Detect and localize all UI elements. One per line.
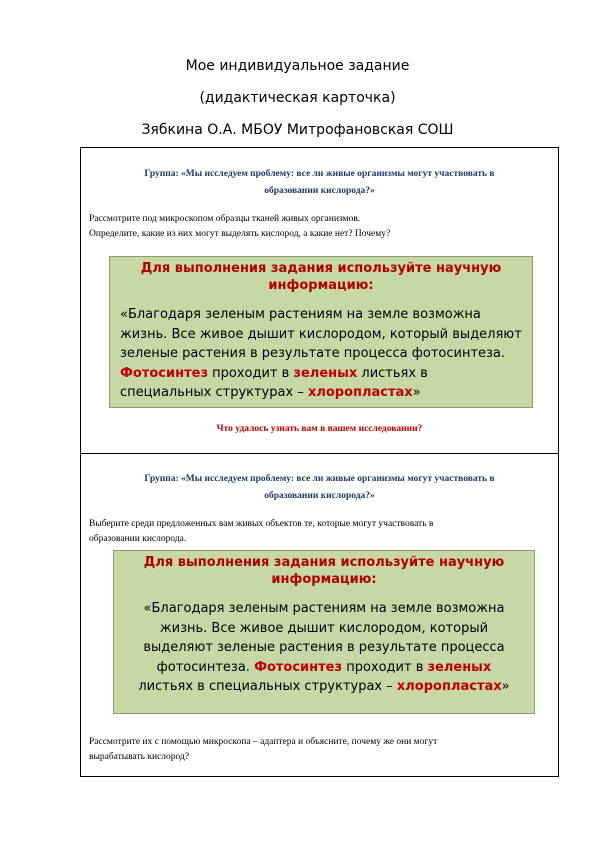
- info-box-text: [120, 305, 522, 403]
- task-line1: Выберите среди предложенных вам живых объектов те, которые могут участвовать в: [89, 519, 434, 529]
- group-topic-line2: образовании кислорода?»: [264, 186, 375, 196]
- task-line2: Определите, какие из них могут выделять кислород, а какие нет? Почему?: [89, 229, 391, 239]
- info-text-part2: проходит в: [208, 365, 294, 381]
- task-card-2: [80, 454, 559, 777]
- info-text-part3: листьях в специальных структурах –: [120, 365, 428, 400]
- task-line2: образовании кислорода.: [89, 534, 187, 544]
- term-photosynthesis: Фотосинтез: [254, 659, 343, 675]
- final-line2: вырабатывать кислород?: [89, 752, 190, 762]
- term-green: зеленых: [427, 659, 492, 675]
- final-line1: Рассмотрите их с помощью микроскопа – адаптера и объясните, почему же они могут: [89, 737, 438, 747]
- info-line4: [118, 658, 530, 678]
- final-instructions: [89, 735, 550, 765]
- info-line4-part2: проходит в: [342, 659, 428, 675]
- task-instructions: [89, 517, 550, 547]
- group-topic-line1: Группа: «Мы исследуем проблему: все ли живые организмы могут участвовать в: [144, 474, 495, 484]
- task-line1: Рассмотрите под микроскопом образцы тканей живых организмов.: [89, 214, 361, 224]
- info-text-part4: »: [412, 385, 421, 400]
- science-info-box: [109, 256, 533, 408]
- info-title-line2: информацию:: [268, 278, 374, 293]
- group-topic: [89, 471, 550, 505]
- term-photosynthesis: Фотосинтез: [120, 365, 208, 381]
- info-line5-part1: листьях в специальных структурах –: [138, 679, 397, 694]
- term-chloroplasts: хлоропластах: [396, 679, 502, 694]
- info-title-line1: Для выполнения задания используйте научную: [140, 261, 502, 276]
- group-topic-line2: образовании кислорода?»: [264, 491, 375, 501]
- header-subtitle: (дидактическая карточка): [199, 90, 396, 106]
- science-info-box: [113, 550, 535, 714]
- info-title-line2: информацию:: [271, 572, 377, 587]
- info-text-part1: «Благодаря зеленым растениям на земле возможна жизнь. Все живое дышит кислородом, который выделяют зеленые растения в результате процесса фотосинтеза.: [120, 307, 522, 361]
- info-box-title: [120, 260, 522, 294]
- info-line5: [118, 677, 530, 697]
- header-title: Мое индивидуальное задание: [185, 58, 410, 74]
- info-line2: жизнь. Все живое дышит кислородом, который: [159, 620, 489, 636]
- info-title-line1: Для выполнения задания используйте научную: [143, 555, 505, 570]
- info-line1: «Благодаря зеленым растениям на земле возможна: [143, 601, 505, 616]
- info-line3: выделяют зеленые растения в результате процесса: [143, 640, 505, 655]
- info-box-text: [118, 599, 530, 697]
- info-line5-part2: »: [501, 679, 510, 694]
- info-box-title: [118, 554, 530, 588]
- task-card-1: [80, 147, 559, 454]
- research-question: Что удалось узнать вам в вашем исследовании?: [216, 424, 423, 434]
- term-chloroplasts: хлоропластах: [307, 385, 413, 400]
- task-instructions: [89, 212, 550, 242]
- term-green: зеленых: [293, 365, 358, 381]
- info-line4-part1: фотосинтеза.: [156, 659, 255, 675]
- group-topic: [89, 166, 550, 200]
- group-topic-line1: Группа: «Мы исследуем проблему: все ли живые организмы могут участвовать в: [144, 169, 495, 179]
- header-author: Зябкина О.А. МБОУ Митрофановская СОШ: [141, 122, 454, 138]
